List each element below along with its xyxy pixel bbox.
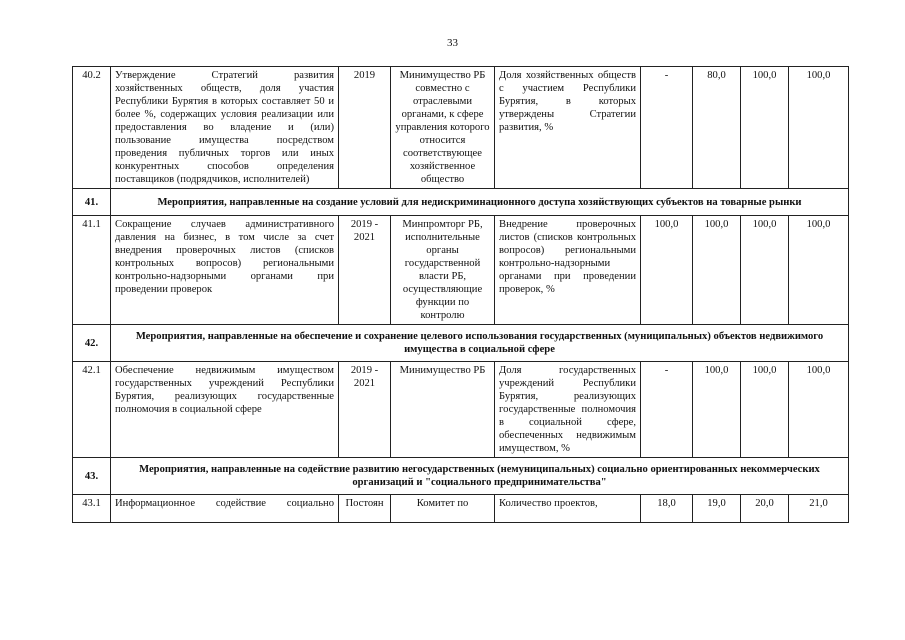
section-number: 42. [73,325,111,362]
table-row [73,67,849,189]
indicator-value: 100,0 [789,67,849,189]
measure-indicator: Количество проектов, [495,495,641,523]
measure-indicator: Доля хозяйственных обществ с участием Республики Бурятия, в которых утверждены Стратегии развития, % [495,67,641,189]
indicator-value: 100,0 [741,216,789,325]
indicator-value: 100,0 [789,362,849,458]
section-number: 43. [73,458,111,495]
measure-description: Сокращение случаев административного давления на бизнес, в том числе за счет внедрения проверочных листов (списков контрольных вопросов) региональными контрольно-надзорными органами при проведении проверок [111,216,339,325]
measure-indicator: Доля государственных учреждений Республики Бурятия, реализующих государственные полномочия в социальной сфере, обеспеченных недвижимым имуществом, % [495,362,641,458]
indicator-value: 80,0 [693,67,741,189]
indicator-value: 100,0 [693,216,741,325]
measure-responsible: Минимущество РБ [391,362,495,458]
measure-description: Обеспечение недвижимым имуществом государственных учреждений Республики Бурятия, реализующих государственные полномочия в социальной сфере [111,362,339,458]
measure-responsible: Минпромторг РБ, исполнительные органы государственной власти РБ, осуществляющие функции по контролю [391,216,495,325]
page-number: 33 [447,37,458,49]
table-row [73,216,849,325]
row-number: 40.2 [73,67,111,189]
section-title: Мероприятия, направленные на создание условий для недискриминационного доступа хозяйствующих субъектов на товарные рынки [111,189,849,216]
measure-description: Утверждение Стратегий развития хозяйственных обществ, доля участия Республики Бурятия в которых составляет 50 и более %, содержащих условия реализации или предоставления во владение и (или) пользование имущества посредством проведения публичных торгов или иных конкурентных способов определения поставщиков (подрядчиков, исполнителей) [111,67,339,189]
indicator-value: 100,0 [789,216,849,325]
section-title: Мероприятия, направленные на обеспечение и сохранение целевого использования государственных (муниципальных) объектов недвижимого имущества в социальной сфере [111,325,849,362]
indicator-value: - [641,67,693,189]
measure-description: Информационное содействие социально [111,495,339,523]
measure-responsible: Минимущество РБ совместно с отраслевыми органами, к сфере управления которого относится соответствующее хозяйственное общество [391,67,495,189]
measure-years: Постоян [339,495,391,523]
indicator-value: 20,0 [741,495,789,523]
measure-responsible: Комитет по [391,495,495,523]
indicator-value: 100,0 [693,362,741,458]
indicator-value: 100,0 [741,362,789,458]
section-title: Мероприятия, направленные на содействие развитию негосударственных (немуниципальных) социально ориентированных некоммерческих организаций и "социального предпринимательства" [111,458,849,495]
measure-years: 2019 - 2021 [339,216,391,325]
section-number: 41. [73,189,111,216]
measure-years: 2019 [339,67,391,189]
table-row [73,495,849,523]
measure-years: 2019 - 2021 [339,362,391,458]
measure-indicator: Внедрение проверочных листов (списков контрольных вопросов) региональными контрольно-надзорными органами при проведении проверок, % [495,216,641,325]
indicator-value: - [641,362,693,458]
row-number: 41.1 [73,216,111,325]
section-row [73,458,849,495]
measures-table [72,66,849,523]
section-row [73,189,849,216]
indicator-value: 100,0 [741,67,789,189]
indicator-value: 19,0 [693,495,741,523]
table-row [73,362,849,458]
indicator-value: 21,0 [789,495,849,523]
section-row [73,325,849,362]
indicator-value: 100,0 [641,216,693,325]
row-number: 42.1 [73,362,111,458]
indicator-value: 18,0 [641,495,693,523]
row-number: 43.1 [73,495,111,523]
